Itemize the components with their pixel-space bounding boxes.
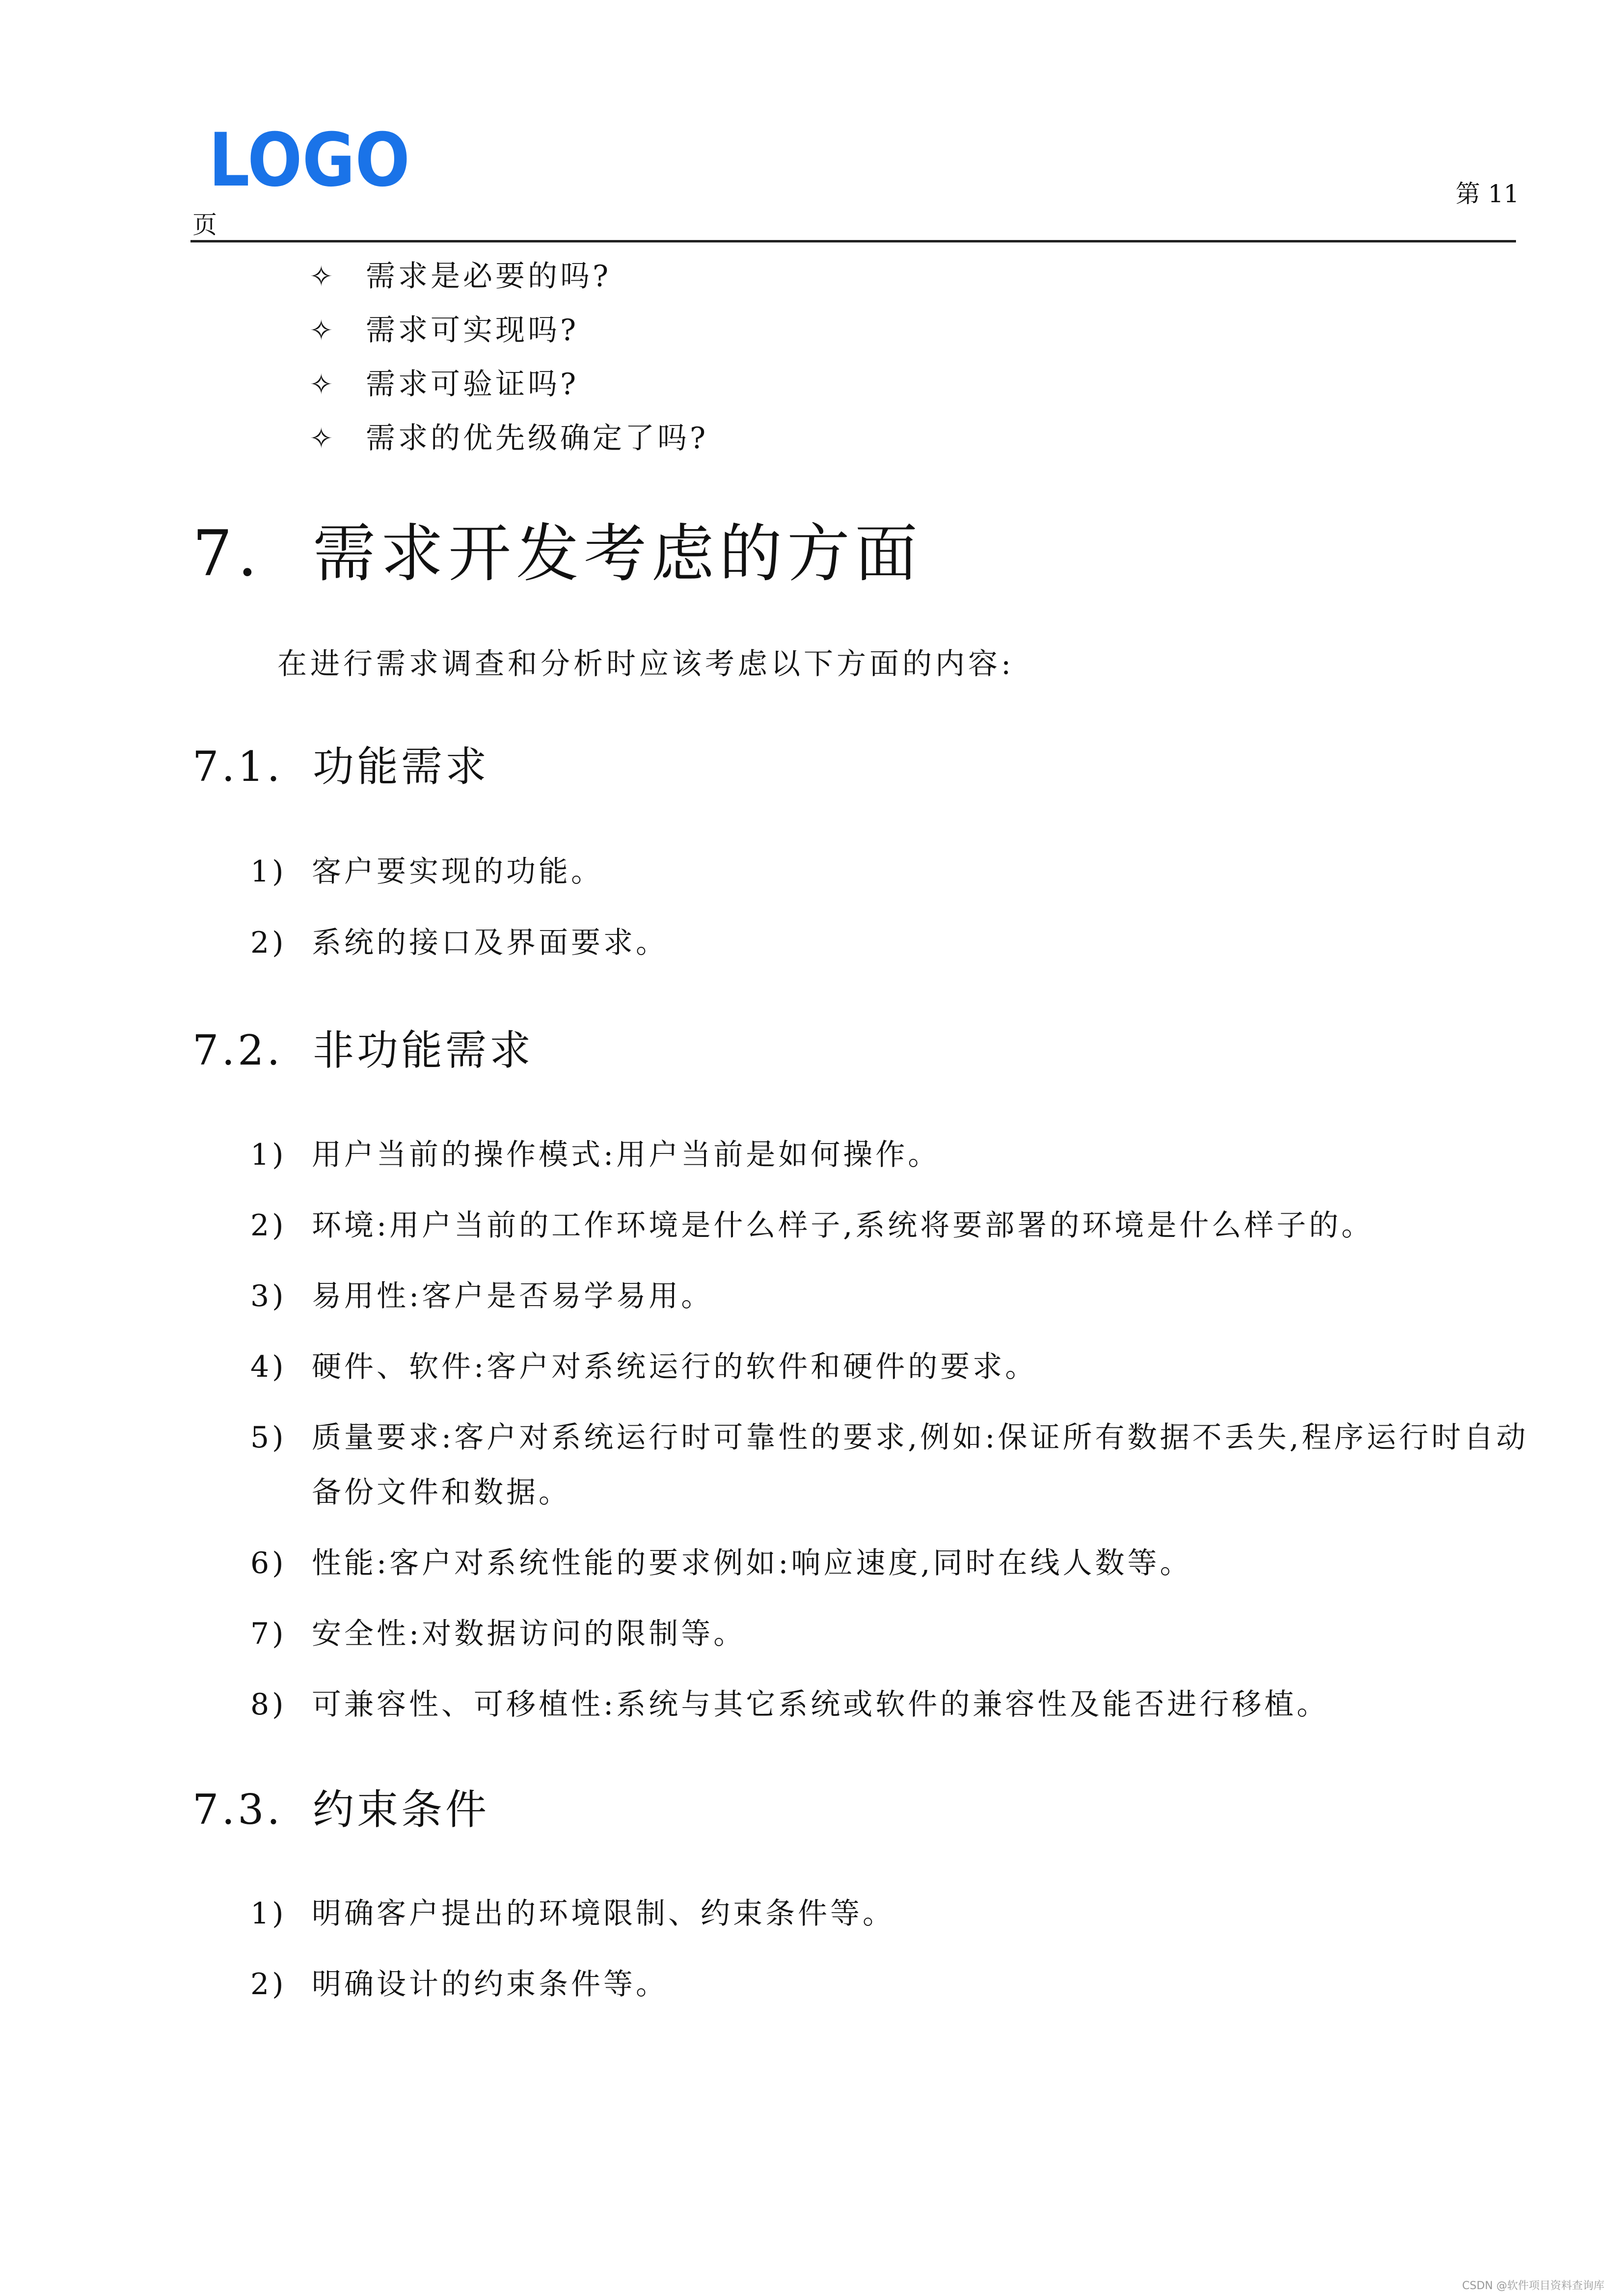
list-text: 硬件、软件:客户对系统运行的软件和硬件的要求。 [312,1350,1038,1384]
bullet-item [309,253,611,295]
bullet-item [309,307,579,349]
logo-text: LOGO [209,118,410,203]
subsection-heading [192,1017,534,1077]
list-number: 2) [250,1967,287,2002]
list-text: 明确客户提出的环境限制、约束条件等。 [312,1896,895,1931]
list-text: 系统的接口及界面要求。 [312,926,668,960]
list-number: 2) [250,1208,287,1243]
list-text: 客户要实现的功能。 [312,854,603,889]
subsection-number: 7.3. [192,1786,283,1834]
subsection-heading [192,1777,489,1836]
list-number: 1) [250,1138,287,1172]
bullet-text: 需求可实现吗? [366,313,579,347]
list-text: 环境:用户当前的工作环境是什么样子,系统将要部署的环境是什么样子的。 [312,1208,1374,1243]
list-text: 安全性:对数据访问的限制等。 [312,1617,746,1651]
list-number: 4) [250,1350,287,1384]
bullet-item [309,361,579,403]
list-number: 1) [250,854,287,889]
list-number: 7) [250,1617,287,1651]
section-number: 7. [192,517,263,590]
diamond-bullet-icon: ✧ [309,422,336,455]
list-text: 可兼容性、可移植性:系统与其它系统或软件的兼容性及能否进行移植。 [312,1687,1329,1722]
list-number: 1) [250,1896,287,1931]
subsection-title: 功能需求 [313,743,490,791]
diamond-bullet-icon: ✧ [309,260,336,293]
subsection-heading [192,734,489,793]
bullet-text: 需求可验证吗? [366,367,579,401]
logo [209,118,415,203]
list-number: 8) [250,1687,287,1722]
subsection-number: 7.1. [192,743,283,791]
list-number: 5) [250,1420,287,1455]
header-divider [190,240,1516,242]
list-text: 明确设计的约束条件等。 [312,1967,668,2002]
list-number: 2) [250,926,287,960]
list-text: 质量要求:客户对系统运行时可靠性的要求,例如:保证所有数据不丢失,程序运行时自动备份文件和数据。 [312,1420,1529,1510]
section-heading [192,503,922,593]
list-text: 性能:客户对系统性能的要求例如:响应速度,同时在线人数等。 [312,1546,1192,1580]
page-number-label: 第 11 [1456,180,1519,208]
section-title: 需求开发考虑的方面 [313,517,923,590]
page-number-suffix: 页 [192,211,217,239]
list-text: 用户当前的操作模式:用户当前是如何操作。 [312,1138,941,1172]
subsection-title: 约束条件 [313,1786,490,1834]
bullet-text: 需求是必要的吗? [366,259,612,294]
bullet-text: 需求的优先级确定了吗? [366,421,709,455]
list-text: 易用性:客户是否易学易用。 [312,1279,714,1313]
bullet-item [309,415,708,457]
diamond-bullet-icon: ✧ [309,314,336,347]
list-number: 3) [250,1279,287,1313]
intro-paragraph: 在进行需求调查和分析时应该考虑以下方面的内容: [277,647,1015,681]
subsection-number: 7.2. [192,1026,283,1074]
diamond-bullet-icon: ✧ [309,368,336,401]
list-number: 6) [250,1546,287,1580]
subsection-title: 非功能需求 [313,1026,534,1074]
watermark: CSDN @软件项目资料查询库 [1462,2280,1604,2292]
